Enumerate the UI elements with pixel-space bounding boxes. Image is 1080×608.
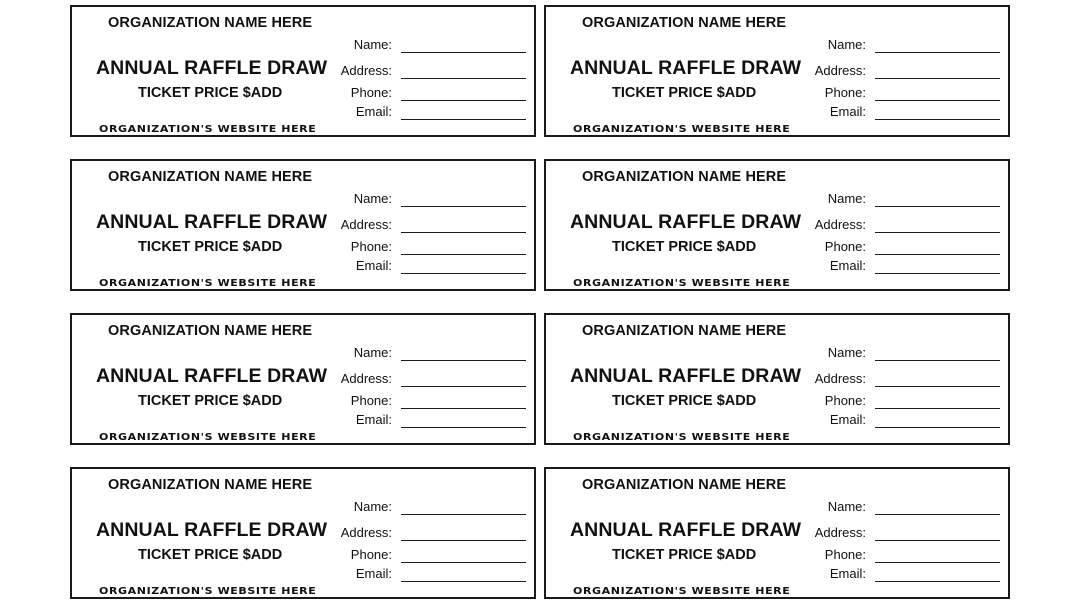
raffle-ticket <box>544 313 1010 445</box>
phone-line[interactable] <box>401 562 526 563</box>
email-line[interactable] <box>401 273 526 274</box>
email-label: Email: <box>829 566 866 581</box>
ticket-price: TICKET PRICE $ADD <box>138 547 283 563</box>
email-line[interactable] <box>875 119 1000 120</box>
email-label: Email: <box>355 258 392 273</box>
organization-website: ORGANIZATION'S WEBSITE HERE <box>99 123 317 135</box>
address-field[interactable] <box>786 63 1006 81</box>
ticket-title: ANNUAL RAFFLE DRAW <box>570 365 802 387</box>
organization-name: ORGANIZATION NAME HERE <box>108 323 313 339</box>
email-line[interactable] <box>875 427 1000 428</box>
email-field[interactable] <box>312 104 532 122</box>
email-field[interactable] <box>312 258 532 276</box>
address-label: Address: <box>814 525 866 540</box>
address-label: Address: <box>814 217 866 232</box>
email-line[interactable] <box>875 273 1000 274</box>
raffle-ticket <box>544 159 1010 291</box>
name-label: Name: <box>827 499 866 514</box>
phone-field[interactable] <box>786 239 1006 257</box>
organization-website: ORGANIZATION'S WEBSITE HERE <box>573 123 791 135</box>
address-field[interactable] <box>786 525 1006 543</box>
email-label: Email: <box>355 566 392 581</box>
name-line[interactable] <box>875 514 1000 515</box>
organization-name: ORGANIZATION NAME HERE <box>582 169 787 185</box>
ticket-price: TICKET PRICE $ADD <box>138 393 283 409</box>
name-line[interactable] <box>401 52 526 53</box>
address-label: Address: <box>814 63 866 78</box>
address-field[interactable] <box>786 371 1006 389</box>
name-label: Name: <box>353 191 392 206</box>
organization-name: ORGANIZATION NAME HERE <box>582 477 787 493</box>
ticket-title: ANNUAL RAFFLE DRAW <box>96 211 328 233</box>
address-line[interactable] <box>401 232 526 233</box>
phone-field[interactable] <box>312 547 532 565</box>
email-line[interactable] <box>401 119 526 120</box>
raffle-ticket <box>70 313 536 445</box>
phone-line[interactable] <box>401 408 526 409</box>
address-line[interactable] <box>401 540 526 541</box>
phone-field[interactable] <box>312 393 532 411</box>
ticket-price: TICKET PRICE $ADD <box>612 547 757 563</box>
name-line[interactable] <box>401 206 526 207</box>
organization-name: ORGANIZATION NAME HERE <box>582 323 787 339</box>
organization-website: ORGANIZATION'S WEBSITE HERE <box>573 277 791 289</box>
email-line[interactable] <box>401 427 526 428</box>
name-field[interactable] <box>312 345 532 363</box>
phone-field[interactable] <box>786 85 1006 103</box>
raffle-ticket <box>70 159 536 291</box>
organization-website: ORGANIZATION'S WEBSITE HERE <box>573 585 791 597</box>
email-field[interactable] <box>312 412 532 430</box>
address-label: Address: <box>814 371 866 386</box>
phone-label: Phone: <box>824 85 866 100</box>
name-label: Name: <box>827 345 866 360</box>
name-line[interactable] <box>875 206 1000 207</box>
organization-name: ORGANIZATION NAME HERE <box>108 477 313 493</box>
phone-field[interactable] <box>312 239 532 257</box>
email-label: Email: <box>829 258 866 273</box>
phone-label: Phone: <box>350 393 392 408</box>
name-label: Name: <box>827 191 866 206</box>
email-field[interactable] <box>786 412 1006 430</box>
phone-field[interactable] <box>786 393 1006 411</box>
phone-line[interactable] <box>875 100 1000 101</box>
name-label: Name: <box>827 37 866 52</box>
ticket-price: TICKET PRICE $ADD <box>612 393 757 409</box>
organization-website: ORGANIZATION'S WEBSITE HERE <box>99 431 317 443</box>
organization-website: ORGANIZATION'S WEBSITE HERE <box>99 277 317 289</box>
address-line[interactable] <box>875 78 1000 79</box>
address-line[interactable] <box>875 540 1000 541</box>
organization-name: ORGANIZATION NAME HERE <box>108 169 313 185</box>
name-field[interactable] <box>786 37 1006 55</box>
phone-label: Phone: <box>350 85 392 100</box>
ticket-title: ANNUAL RAFFLE DRAW <box>96 365 328 387</box>
email-label: Email: <box>355 104 392 119</box>
address-label: Address: <box>340 63 392 78</box>
phone-line[interactable] <box>875 254 1000 255</box>
address-line[interactable] <box>875 232 1000 233</box>
name-label: Name: <box>353 345 392 360</box>
phone-line[interactable] <box>875 562 1000 563</box>
name-line[interactable] <box>875 52 1000 53</box>
email-line[interactable] <box>875 581 1000 582</box>
phone-label: Phone: <box>350 239 392 254</box>
name-field[interactable] <box>786 191 1006 209</box>
email-field[interactable] <box>786 566 1006 584</box>
address-line[interactable] <box>875 386 1000 387</box>
name-field[interactable] <box>312 37 532 55</box>
address-label: Address: <box>340 525 392 540</box>
name-line[interactable] <box>401 514 526 515</box>
ticket-title: ANNUAL RAFFLE DRAW <box>570 211 802 233</box>
raffle-ticket <box>544 5 1010 137</box>
phone-label: Phone: <box>350 547 392 562</box>
ticket-price: TICKET PRICE $ADD <box>138 85 283 101</box>
raffle-ticket <box>70 5 536 137</box>
address-line[interactable] <box>401 78 526 79</box>
ticket-price: TICKET PRICE $ADD <box>138 239 283 255</box>
email-field[interactable] <box>786 104 1006 122</box>
ticket-title: ANNUAL RAFFLE DRAW <box>570 57 802 79</box>
ticket-title: ANNUAL RAFFLE DRAW <box>570 519 802 541</box>
email-field[interactable] <box>312 566 532 584</box>
ticket-price: TICKET PRICE $ADD <box>612 85 757 101</box>
address-field[interactable] <box>312 525 532 543</box>
organization-website: ORGANIZATION'S WEBSITE HERE <box>99 585 317 597</box>
phone-field[interactable] <box>786 547 1006 565</box>
organization-name: ORGANIZATION NAME HERE <box>582 15 787 31</box>
phone-label: Phone: <box>824 393 866 408</box>
email-label: Email: <box>829 412 866 427</box>
name-label: Name: <box>353 37 392 52</box>
ticket-price: TICKET PRICE $ADD <box>612 239 757 255</box>
address-label: Address: <box>340 217 392 232</box>
address-field[interactable] <box>786 217 1006 235</box>
name-label: Name: <box>353 499 392 514</box>
address-label: Address: <box>340 371 392 386</box>
phone-label: Phone: <box>824 547 866 562</box>
address-field[interactable] <box>312 371 532 389</box>
name-field[interactable] <box>312 191 532 209</box>
organization-website: ORGANIZATION'S WEBSITE HERE <box>573 431 791 443</box>
ticket-title: ANNUAL RAFFLE DRAW <box>96 57 328 79</box>
name-field[interactable] <box>786 499 1006 517</box>
ticket-title: ANNUAL RAFFLE DRAW <box>96 519 328 541</box>
email-line[interactable] <box>401 581 526 582</box>
raffle-ticket <box>544 467 1010 599</box>
address-field[interactable] <box>312 63 532 81</box>
email-field[interactable] <box>786 258 1006 276</box>
phone-line[interactable] <box>401 254 526 255</box>
phone-field[interactable] <box>312 85 532 103</box>
address-field[interactable] <box>312 217 532 235</box>
phone-line[interactable] <box>875 408 1000 409</box>
name-line[interactable] <box>401 360 526 361</box>
address-line[interactable] <box>401 386 526 387</box>
name-field[interactable] <box>312 499 532 517</box>
email-label: Email: <box>829 104 866 119</box>
phone-line[interactable] <box>401 100 526 101</box>
raffle-ticket <box>70 467 536 599</box>
email-label: Email: <box>355 412 392 427</box>
phone-label: Phone: <box>824 239 866 254</box>
name-field[interactable] <box>786 345 1006 363</box>
name-line[interactable] <box>875 360 1000 361</box>
organization-name: ORGANIZATION NAME HERE <box>108 15 313 31</box>
